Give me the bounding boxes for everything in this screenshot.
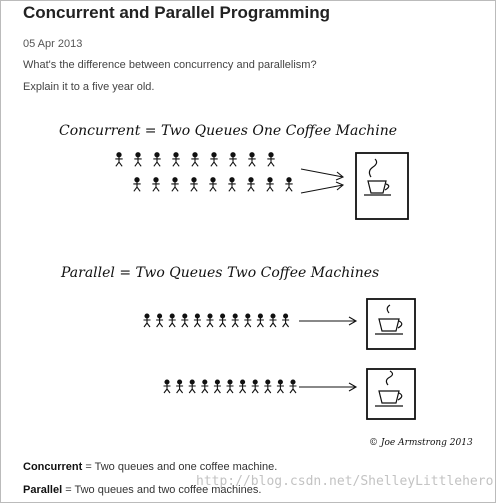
- person-figure: [194, 314, 201, 327]
- person-figure: [257, 314, 264, 327]
- person-figure: [227, 380, 234, 393]
- person-figure: [277, 380, 284, 393]
- person-figure: [115, 153, 122, 167]
- coffee-cup-icon: [375, 305, 403, 334]
- person-figure: [134, 153, 141, 167]
- person-figure: [264, 380, 271, 393]
- person-figure: [209, 178, 216, 192]
- person-figure: [133, 178, 140, 192]
- person-figure: [169, 314, 176, 327]
- person-figure: [239, 380, 246, 393]
- parallel-caption: Parallel = Two Queues Two Coffee Machines: [61, 265, 380, 281]
- person-figure: [172, 153, 179, 167]
- person-figure: [282, 314, 289, 327]
- person-figure: [181, 314, 188, 327]
- person-figure: [190, 178, 197, 192]
- concurrent-arrows: [301, 169, 343, 193]
- person-figure: [201, 380, 208, 393]
- parallel-definition-text: = Two queues and two coffee machines.: [62, 484, 262, 496]
- person-figure: [207, 314, 214, 327]
- person-figure: [164, 380, 171, 393]
- concurrent-queues: [115, 153, 292, 192]
- coffee-machine-parallel-1: [367, 299, 415, 349]
- person-figure: [219, 314, 226, 327]
- person-figure: [285, 178, 292, 192]
- coffee-machine-parallel-2: [367, 369, 415, 419]
- person-figure: [214, 380, 221, 393]
- concurrent-definition: [23, 461, 277, 473]
- concurrent-caption: Concurrent = Two Queues One Coffee Machine: [59, 123, 398, 139]
- person-figure: [270, 314, 277, 327]
- parallel-arrows: [299, 317, 356, 391]
- coffee-machine-concurrent: [356, 153, 408, 219]
- post-date: 05 Apr 2013: [23, 38, 83, 50]
- person-figure: [191, 153, 198, 167]
- person-figure: [290, 380, 297, 393]
- person-figure: [229, 153, 236, 167]
- concurrency-illustration: [1, 109, 496, 454]
- person-figure: [144, 314, 151, 327]
- person-figure: [248, 153, 255, 167]
- person-figure: [247, 178, 254, 192]
- coffee-cup-icon: [375, 371, 403, 406]
- person-figure: [171, 178, 178, 192]
- person-figure: [153, 153, 160, 167]
- illustration-credit: © Joe Armstrong 2013: [369, 438, 473, 448]
- person-figure: [152, 178, 159, 192]
- instruction-text: Explain it to a five year old.: [23, 81, 155, 93]
- person-figure: [156, 314, 163, 327]
- person-figure: [244, 314, 251, 327]
- person-figure: [267, 153, 274, 167]
- person-figure: [176, 380, 183, 393]
- person-figure: [228, 178, 235, 192]
- person-figure: [210, 153, 217, 167]
- post-title: Concurrent and Parallel Programming: [23, 3, 331, 22]
- watermark: http://blog.csdn.net/ShelleyLittlehero: [196, 474, 494, 489]
- person-figure: [232, 314, 239, 327]
- person-figure: [189, 380, 196, 393]
- coffee-cup-icon: [364, 159, 391, 195]
- concurrent-definition-text: = Two queues and one coffee machine.: [82, 461, 278, 473]
- concurrent-term: Concurrent: [23, 461, 83, 473]
- question-text: What's the difference between concurrency and parallelism?: [23, 59, 317, 71]
- person-figure: [252, 380, 259, 393]
- parallel-term: Parallel: [23, 484, 63, 496]
- parallel-queues: [144, 314, 297, 393]
- person-figure: [266, 178, 273, 192]
